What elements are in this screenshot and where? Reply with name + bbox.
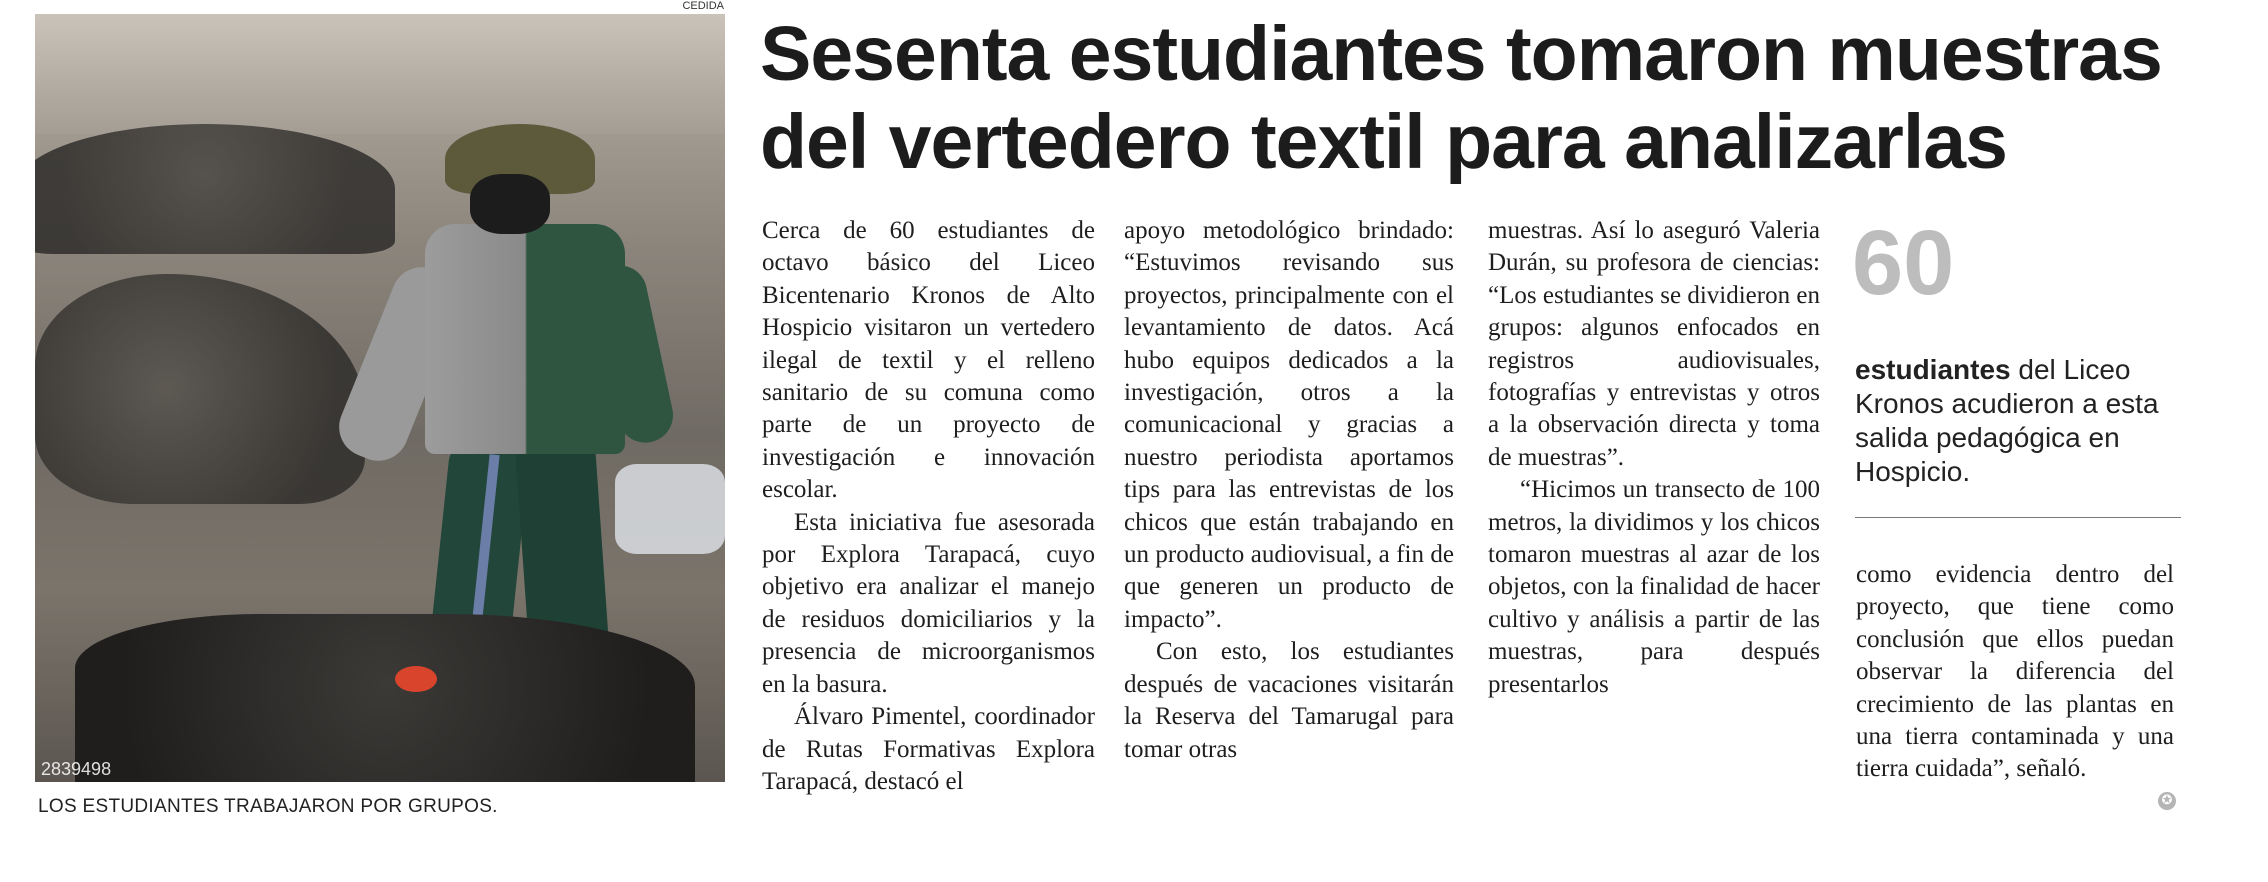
headline-line-1: Sesenta estudiantes tomaron muestras	[760, 11, 2162, 97]
body-column-4	[1856, 559, 2174, 786]
body-column-1	[762, 215, 1095, 798]
article-photo	[35, 14, 725, 782]
paragraph: muestras. Así lo aseguró Valeria Durán, su profesora de ciencias: “Los estudiantes se dividieron en grupos: algunos enfocados en registros audiovisuales, fotografías y entrevistas y otros a la observación directa y toma de muestras”.	[1488, 217, 1820, 471]
highlight-text	[1855, 353, 2175, 489]
paragraph: apoyo metodológico brindado: “Estuvimos revisando sus proyectos, principalmente con el levantamiento de datos. Acá hubo equipos dedicados a la investigación, otros a la comunicacional y gracias a nuestro periodista aportamos tips para las entrevistas de los chicos que están trabajando en un producto audiovisual, a fin de que generen un producto de impacto”.	[1124, 217, 1454, 633]
photo-caption: LOS ESTUDIANTES TRABAJARON POR GRUPOS.	[38, 796, 498, 817]
paragraph: Álvaro Pimentel, coordinador de Rutas Formativas Explora Tarapacá, destacó el	[762, 703, 1095, 795]
paragraph: Esta iniciativa fue asesorada por Explora Tarapacá, cuyo objetivo era analizar el manejo de residuos domiciliarios y la presencia de microorganismos en la basura.	[762, 508, 1095, 698]
body-column-2	[1124, 215, 1454, 766]
end-mark-icon: ✪	[2158, 792, 2176, 810]
paragraph: Cerca de 60 estudiantes de octavo básico del Liceo Bicentenario Kronos de Alto Hospicio visitaron un vertedero ilegal de textil y el relleno sanitario de su comuna como parte de un proyecto de investigación e innovación escolar.	[762, 217, 1095, 504]
divider	[1855, 517, 2181, 518]
headline-line-2: del vertedero textil para analizarlas	[760, 99, 2007, 185]
paragraph: “Hicimos un transecto de 100 metros, la dividimos y los chicos tomaron muestras al azar de los objetos, con la finalidad de hacer cultivo y análisis a partir de las muestras, para después presentarlos	[1488, 476, 1820, 698]
paragraph: Con esto, los estudiantes después de vacaciones visitarán la Reserva del Tamarugal para tomar otras	[1124, 638, 1454, 763]
trash-heap	[35, 274, 365, 504]
trash-heap	[35, 124, 395, 254]
trash-heap	[75, 614, 695, 782]
headline	[760, 10, 2160, 186]
photo-watermark: 2839498	[41, 759, 112, 779]
highlight-bold-text: estudiantes	[1855, 354, 2011, 385]
body-column-3	[1488, 215, 1820, 701]
highlight-number: 60	[1852, 212, 1955, 314]
photo-credit: CEDIDA	[682, 0, 724, 12]
photo-background	[35, 14, 725, 134]
highlight-body-text: del Liceo Kronos acudieron a esta salida pedagógica en Hospicio.	[1855, 354, 2159, 487]
paragraph: como evidencia dentro del proyecto, que tiene como conclusión que ellos puedan observar la diferencia del crecimiento de las plantas en una tierra contaminada y una tierra cuidada”, señaló.	[1856, 561, 2174, 783]
red-object	[395, 666, 437, 692]
